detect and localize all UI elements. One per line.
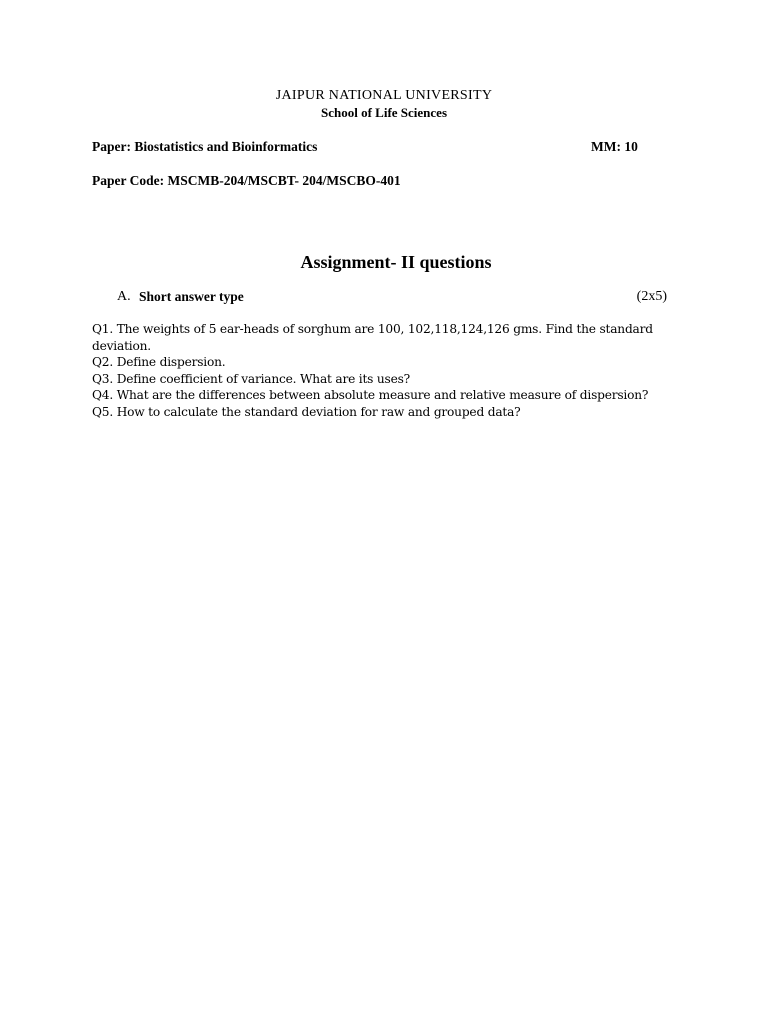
question-item: Q2. Define dispersion. bbox=[92, 355, 226, 370]
paper-title: Paper: Biostatistics and Bioinformatics bbox=[92, 139, 318, 154]
school-name: School of Life Sciences bbox=[320, 105, 447, 120]
section-letter: A. bbox=[117, 289, 131, 304]
section-name: Short answer type bbox=[139, 289, 244, 304]
section-marks: (2x5) bbox=[636, 289, 667, 304]
question-item: Q5. How to calculate the standard deviation for raw and grouped data? bbox=[92, 404, 521, 419]
question-item: Q1. The weights of 5 ear-heads of sorghum are 100, 102,118,124,126 gms. Find the standard deviation. bbox=[92, 322, 653, 353]
assignment-title: Assignment- II questions bbox=[300, 252, 492, 272]
paper-code: Paper Code: MSCMB-204/MSCBT- 204/MSCBO-401 bbox=[92, 173, 401, 188]
university-name: JAIPUR NATIONAL UNIVERSITY bbox=[275, 88, 493, 103]
max-marks: MM: 10 bbox=[591, 139, 638, 154]
question-item: Q3. Define coefficient of variance. What are its uses? bbox=[92, 371, 410, 386]
question-item: Q4. What are the differences between absolute measure and relative measure of dispersion? bbox=[92, 388, 649, 403]
section-header bbox=[117, 289, 667, 307]
question-list bbox=[92, 321, 682, 421]
